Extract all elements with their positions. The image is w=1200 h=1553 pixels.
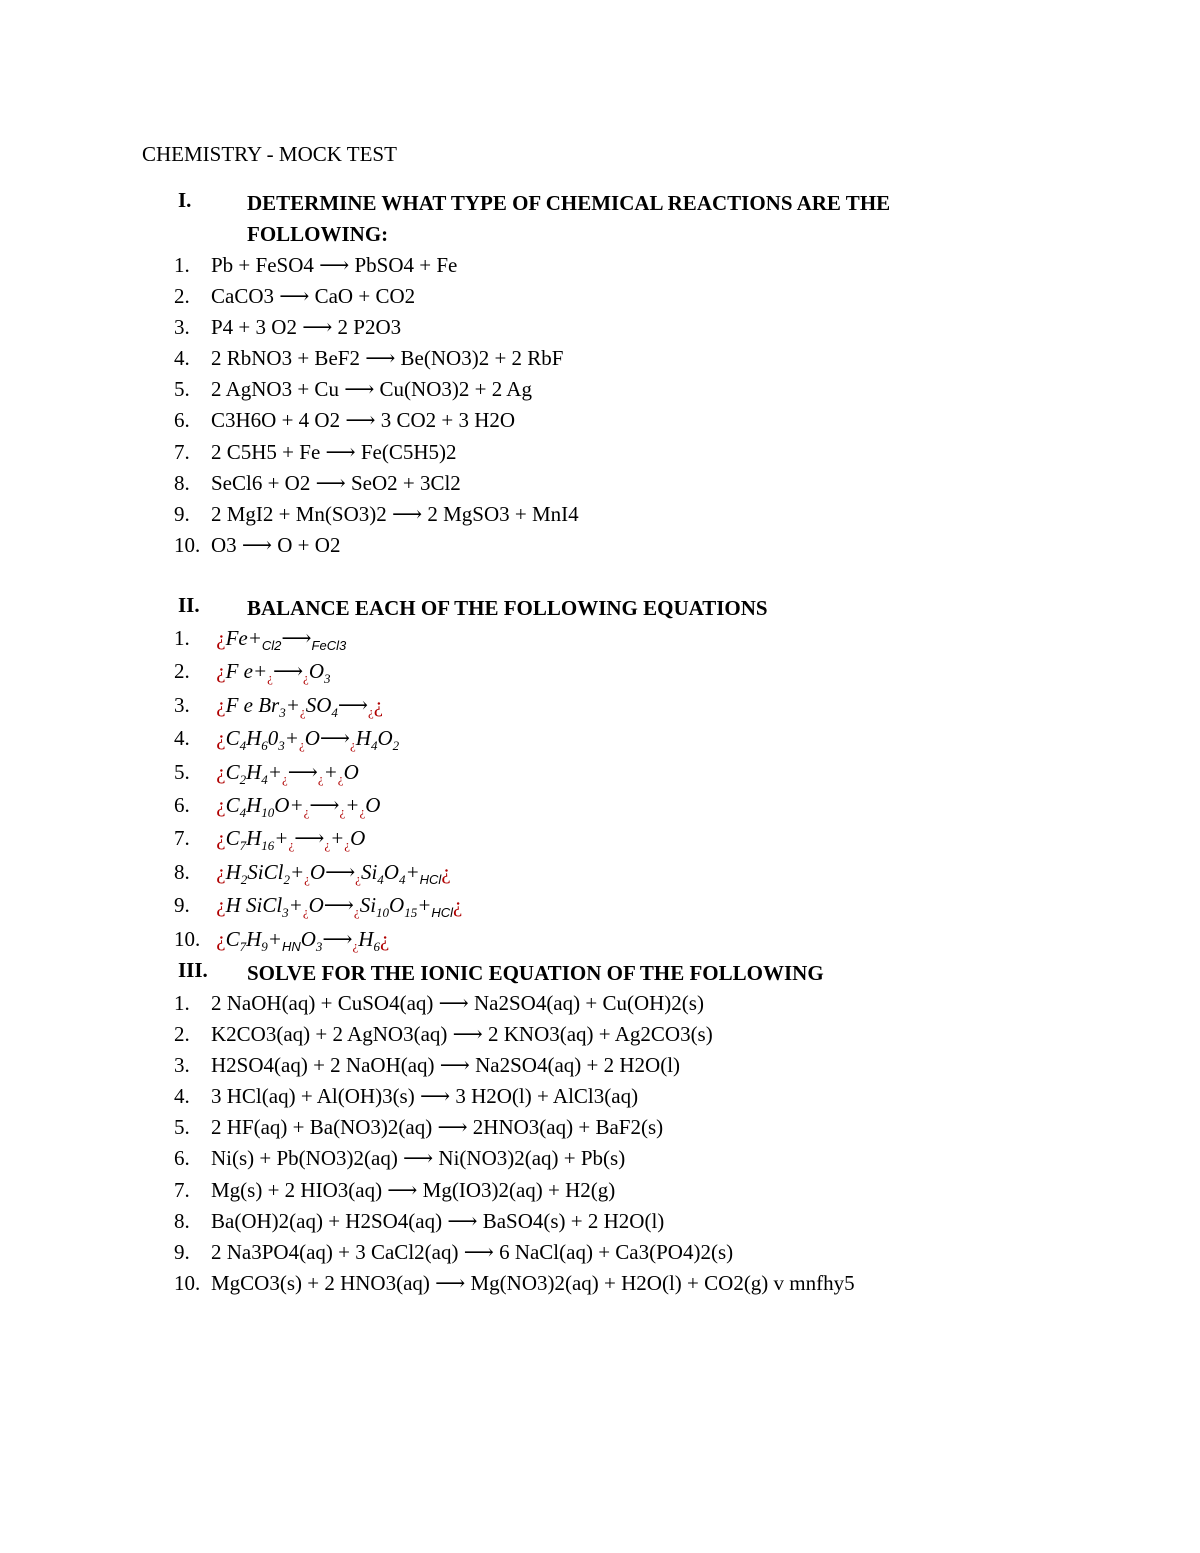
- item-equation: K2CO3(aq) + 2 AgNO3(aq) ⟶ 2 KNO3(aq) + Ag2CO3(s): [211, 1022, 713, 1047]
- item-equation: 2 NaOH(aq) + CuSO4(aq) ⟶ Na2SO4(aq) + Cu(OH)2(s): [211, 991, 704, 1015]
- item-equation: C3H6O + 4 O2 ⟶ 3 CO2 + 3 H2O: [211, 408, 516, 433]
- section-2-heading: [178, 593, 1007, 624]
- list-item: [174, 622, 462, 655]
- item-number: 7.: [174, 439, 190, 464]
- list-item: [174, 1268, 855, 1299]
- section-3-numeral: III.: [178, 958, 208, 982]
- list-item: [174, 1112, 855, 1143]
- item-number: 9.: [174, 1239, 190, 1264]
- item-number: 1.: [174, 253, 190, 277]
- item-number: 10.: [174, 926, 201, 951]
- item-number: 7.: [174, 1177, 190, 1202]
- item-number: 1.: [174, 991, 190, 1015]
- equation: ¿$C_2H_4+¿⟶¿+¿O$: [216, 759, 359, 787]
- list-item: [174, 499, 579, 530]
- item-number: 5.: [174, 377, 190, 402]
- equation: ¿$Fe+_{Cl2}⟶_{FeCl3}$: [216, 626, 347, 653]
- item-number: 6.: [174, 408, 190, 433]
- item-number: 3.: [174, 692, 190, 717]
- item-number: 2.: [174, 1022, 190, 1047]
- item-equation: 2 RbNO3 + BeF2 ⟶ Be(NO3)2 + 2 RbF: [211, 346, 564, 371]
- section-2-numeral: II.: [178, 593, 200, 617]
- item-number: 8.: [174, 1208, 190, 1233]
- equation: ¿H $SiCl_3+¿O⟶¿Si_{10}O_{15}+_{HCl}¿$: [216, 893, 463, 921]
- item-equation: Mg(s) + 2 HIO3(aq) ⟶ Mg(IO3)2(aq) + H2(g): [211, 1177, 616, 1202]
- list-item: [174, 1081, 855, 1112]
- item-number: 8.: [174, 859, 190, 884]
- list-item: [174, 468, 579, 499]
- list-item: [174, 1237, 855, 1268]
- item-equation: 2 HF(aq) + Ba(NO3)2(aq) ⟶ 2HNO3(aq) + BaF2(s): [211, 1115, 664, 1140]
- item-number: 9.: [174, 501, 190, 526]
- list-item: [174, 789, 462, 822]
- item-number: 3.: [174, 315, 190, 340]
- item-equation: 2 Na3PO4(aq) + 3 CaCl2(aq) ⟶ 6 NaCl(aq) + Ca3(PO4)2(s): [211, 1239, 734, 1264]
- item-number: 10.: [174, 1270, 201, 1295]
- equation: ¿F $e+¿⟶¿O_3$: [216, 659, 331, 687]
- list-item: [174, 281, 579, 312]
- item-number: 2.: [174, 659, 190, 684]
- section-3-list: [174, 988, 855, 1299]
- equation: ¿F e $Br_3+¿SO_4⟶¿¿$: [216, 692, 384, 720]
- item-number: 5.: [174, 759, 190, 784]
- item-equation: O3 ⟶ O + O2: [211, 532, 341, 557]
- equation: ¿$C_4H_60_3+¿O⟶¿H_4O_2$: [216, 726, 400, 754]
- section-1-heading: [178, 188, 1007, 250]
- equation: ¿$C_4H_{10}O+¿⟶¿+¿O$: [216, 792, 381, 820]
- item-number: 6.: [174, 1146, 190, 1171]
- item-equation: P4 + 3 O2 ⟶ 2 P2O3: [211, 315, 402, 340]
- item-number: 7.: [174, 826, 190, 851]
- equation: ¿$H_2SiCl_2+¿O⟶¿Si_4O_4+_{HCl}¿$: [216, 859, 451, 887]
- item-equation: 2 MgI2 + Mn(SO3)2 ⟶ 2 MgSO3 + MnI4: [211, 501, 579, 526]
- section-2-list: [174, 622, 462, 956]
- list-item: [174, 856, 462, 889]
- list-item: [174, 988, 855, 1019]
- item-equation: MgCO3(s) + 2 HNO3(aq) ⟶ Mg(NO3)2(aq) + H2O(l) + CO2(g) v mnfhy5: [211, 1270, 855, 1295]
- list-item: [174, 530, 579, 561]
- equation: ¿$C_7H_9+_{HN}O_3⟶¿H_6¿$: [216, 926, 390, 954]
- list-item: [174, 722, 462, 755]
- item-equation: 2 C5H5 + Fe ⟶ Fe(C5H5)2: [211, 439, 457, 464]
- item-number: 4.: [174, 1084, 190, 1109]
- list-item: [174, 655, 462, 688]
- item-number: 9.: [174, 893, 190, 918]
- section-3-title: SOLVE FOR THE IONIC EQUATION OF THE FOLLOWING: [247, 961, 824, 985]
- item-number: 8.: [174, 470, 190, 495]
- item-equation: Ni(s) + Pb(NO3)2(aq) ⟶ Ni(NO3)2(aq) + Pb(s): [211, 1146, 626, 1171]
- section-2-title: BALANCE EACH OF THE FOLLOWING EQUATIONS: [247, 596, 768, 620]
- section-1-list: [174, 250, 579, 561]
- item-equation: H2SO4(aq) + 2 NaOH(aq) ⟶ Na2SO4(aq) + 2 H2O(l): [211, 1053, 681, 1078]
- list-item: [174, 923, 462, 956]
- list-item: [174, 756, 462, 789]
- item-number: 10.: [174, 532, 201, 557]
- section-1-numeral: I.: [178, 188, 192, 212]
- item-number: 1.: [174, 626, 190, 650]
- list-item: [174, 1175, 855, 1206]
- list-item: [174, 1143, 855, 1174]
- list-item: [174, 374, 579, 405]
- item-number: 5.: [174, 1115, 190, 1140]
- list-item: [174, 1019, 855, 1050]
- list-item: [174, 250, 579, 281]
- item-number: 4.: [174, 726, 190, 751]
- item-equation: 2 AgNO3 + Cu ⟶ Cu(NO3)2 + 2 Ag: [211, 377, 532, 402]
- list-item: [174, 889, 462, 922]
- page-title: CHEMISTRY - MOCK TEST: [142, 142, 397, 166]
- item-equation: Pb + FeSO4 ⟶ PbSO4 + Fe: [211, 253, 458, 277]
- list-item: [174, 312, 579, 343]
- equation: ¿$C_7H_{16}+¿⟶¿+¿O$: [216, 826, 366, 854]
- list-item: [174, 822, 462, 855]
- list-item: [174, 689, 462, 722]
- list-item: [174, 437, 579, 468]
- list-item: [174, 405, 579, 436]
- item-number: 4.: [174, 346, 190, 371]
- section-3-heading: [178, 958, 1007, 989]
- item-equation: 3 HCl(aq) + Al(OH)3(s) ⟶ 3 H2O(l) + AlCl3(aq): [211, 1084, 639, 1109]
- item-equation: SeCl6 + O2 ⟶ SeO2 + 3Cl2: [211, 470, 461, 495]
- item-number: 6.: [174, 792, 190, 817]
- list-item: [174, 343, 579, 374]
- section-1-title: DETERMINE WHAT TYPE OF CHEMICAL REACTIONS ARE THE FOLLOWING:: [247, 191, 891, 246]
- list-item: [174, 1050, 855, 1081]
- item-number: 3.: [174, 1053, 190, 1078]
- item-equation: CaCO3 ⟶ CaO + CO2: [211, 284, 416, 309]
- item-number: 2.: [174, 284, 190, 309]
- item-equation: Ba(OH)2(aq) + H2SO4(aq) ⟶ BaSO4(s) + 2 H2O(l): [211, 1208, 665, 1233]
- list-item: [174, 1206, 855, 1237]
